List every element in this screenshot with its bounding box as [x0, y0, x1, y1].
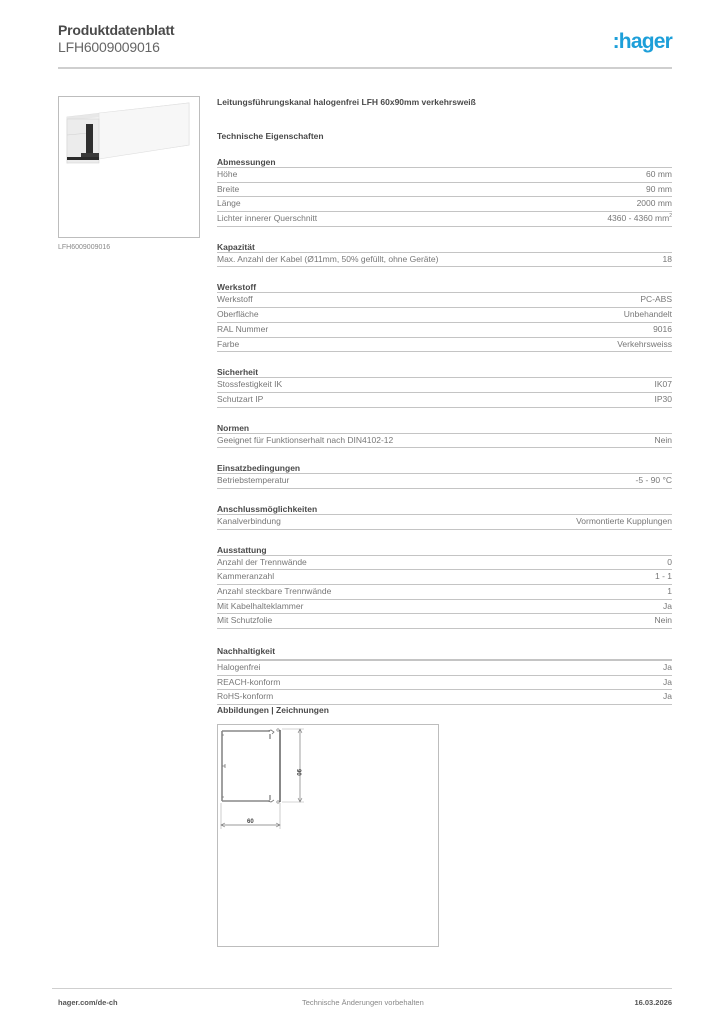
- document-title: Produktdatenblatt: [58, 22, 175, 38]
- spec-label: Max. Anzahl der Kabel (Ø11mm, 50% gefüllt, ohne Geräte): [217, 253, 439, 264]
- spec-label: RAL Nummer: [217, 323, 269, 334]
- spec-value: Ja: [663, 600, 672, 611]
- unit-superscript: 2: [669, 213, 672, 220]
- group-title: Kapazität: [217, 241, 672, 253]
- spec-label: Farbe: [217, 338, 240, 349]
- spec-row: [217, 690, 672, 705]
- group-title: Abmessungen: [217, 156, 672, 168]
- group-connections: [217, 503, 672, 530]
- spec-value: 60 mm: [646, 169, 672, 179]
- group-title: Nachhaltigkeit: [217, 645, 672, 661]
- spec-value: Vormontierte Kupplungen: [576, 515, 672, 526]
- spec-value: Verkehrsweiss: [617, 338, 672, 349]
- spec-label: Geeignet für Funktionserhalt nach DIN4102-12: [217, 434, 394, 445]
- spec-row: [217, 515, 672, 530]
- product-name: Leitungsführungskanal halogenfrei LFH 60x90mm verkehrsweiß: [217, 97, 476, 107]
- spec-label: Anzahl steckbare Trennwände: [217, 586, 332, 596]
- spec-row: [217, 474, 672, 489]
- spec-value: 0: [667, 556, 672, 567]
- spec-row: [217, 434, 672, 449]
- spec-row: [217, 556, 672, 571]
- spec-value: Ja: [663, 691, 672, 702]
- header-divider: [58, 67, 672, 69]
- specifications: [217, 96, 672, 705]
- spec-label: REACH-konform: [217, 676, 281, 687]
- spec-label: Breite: [217, 183, 240, 194]
- spec-value: 4360 - 4360 mm: [607, 213, 670, 224]
- drawings-title: Abbildungen | Zeichnungen: [217, 705, 329, 715]
- spec-label: Kammeranzahl: [217, 571, 275, 582]
- spec-row: [217, 338, 672, 353]
- group-title: Einsatzbedingungen: [217, 462, 672, 474]
- group-title: Normen: [217, 422, 672, 434]
- spec-value-cross-section: [607, 212, 672, 226]
- page-header: [58, 22, 672, 68]
- footer-date: 16.03.2026: [634, 998, 672, 1007]
- spec-value: 1 - 1: [654, 571, 672, 582]
- spec-row: [217, 378, 672, 393]
- spec-row: [217, 661, 672, 676]
- cable-duct-illustration: [59, 97, 199, 237]
- spec-row: [217, 253, 672, 268]
- footer-website-link[interactable]: hager.com/de-ch: [58, 998, 118, 1007]
- spec-row: [217, 585, 672, 600]
- footer-divider: [52, 988, 672, 989]
- group-operating-conditions: [217, 462, 672, 489]
- spec-label: Stossfestigkeit IK: [217, 379, 283, 390]
- group-sustainability: [217, 645, 672, 705]
- group-capacity: [217, 241, 672, 268]
- spec-row: [217, 600, 672, 615]
- group-dimensions: [217, 156, 672, 227]
- product-image: [58, 96, 200, 238]
- spec-label: Oberfläche: [217, 309, 259, 320]
- cross-section-drawing-icon: [218, 725, 438, 946]
- spec-row: [217, 614, 672, 629]
- group-title: Sicherheit: [217, 366, 672, 378]
- spec-label: RoHS-konform: [217, 691, 274, 702]
- spec-label: Höhe: [217, 169, 238, 179]
- spec-label: Lichter innerer Querschnitt: [217, 213, 318, 224]
- spec-row: [217, 323, 672, 338]
- group-material: [217, 281, 672, 352]
- spec-label: Mit Schutzfolie: [217, 615, 273, 626]
- spec-value: 2000 mm: [636, 198, 672, 209]
- spec-value: 18: [662, 253, 672, 264]
- spec-row: [217, 212, 672, 227]
- group-title: Anschlussmöglichkeiten: [217, 503, 672, 515]
- group-title: Werkstoff: [217, 281, 672, 293]
- product-code: LFH6009009016: [58, 39, 160, 55]
- spec-row: [217, 197, 672, 212]
- hager-logo: :hager: [612, 30, 672, 53]
- width-dimension-label: 60: [247, 819, 254, 825]
- spec-value: PC-ABS: [640, 294, 672, 305]
- group-standards: [217, 422, 672, 449]
- spec-value: 1: [667, 586, 672, 596]
- spec-value: IK07: [654, 379, 672, 390]
- height-dimension-label: 90: [295, 769, 301, 776]
- spec-label: Werkstoff: [217, 294, 253, 305]
- spec-value: -5 - 90 °C: [635, 475, 672, 486]
- spec-row: [217, 676, 672, 691]
- spec-value: Ja: [663, 662, 672, 673]
- spec-value: 9016: [653, 323, 672, 334]
- spec-row: [217, 570, 672, 585]
- spec-label: Anzahl der Trennwände: [217, 556, 307, 567]
- product-image-caption: LFH6009009016: [58, 244, 111, 251]
- spec-row: [217, 308, 672, 323]
- spec-value: 90 mm: [646, 183, 672, 194]
- spec-row: [217, 393, 672, 408]
- spec-value: Nein: [654, 615, 672, 626]
- spec-row: [217, 293, 672, 308]
- spec-label: Mit Kabelhalteklammer: [217, 600, 304, 611]
- footer-notice: Technische Änderungen vorbehalten: [302, 998, 424, 1007]
- spec-row: [217, 183, 672, 198]
- technical-drawing: [217, 724, 439, 947]
- section-title-technical: Technische Eigenschaften: [217, 131, 324, 141]
- spec-label: Betriebstemperatur: [217, 475, 290, 486]
- spec-value: Unbehandelt: [623, 309, 672, 320]
- spec-label: Kanalverbindung: [217, 515, 281, 526]
- group-safety: [217, 366, 672, 407]
- spec-label: Schutzart IP: [217, 393, 264, 404]
- spec-row: [217, 168, 672, 183]
- spec-value: Nein: [654, 434, 672, 445]
- group-equipment: [217, 544, 672, 629]
- spec-label: Halogenfrei: [217, 662, 261, 673]
- spec-label: Länge: [217, 198, 241, 209]
- group-title: Ausstattung: [217, 544, 672, 556]
- spec-value: Ja: [663, 676, 672, 687]
- spec-value: IP30: [654, 393, 672, 404]
